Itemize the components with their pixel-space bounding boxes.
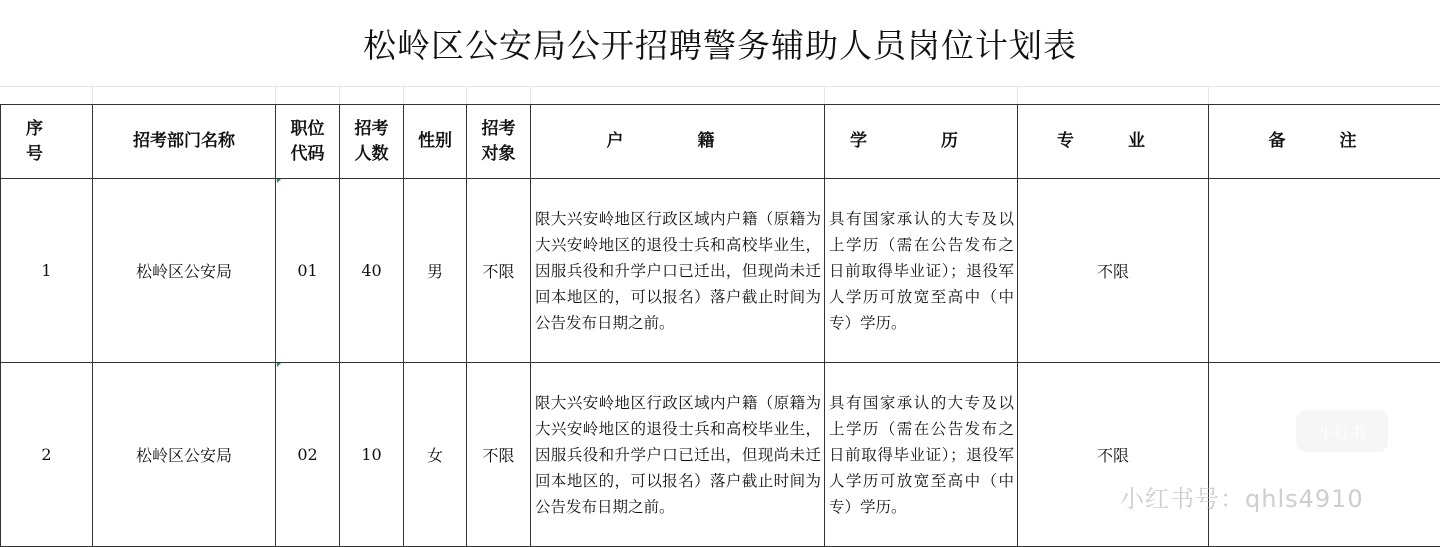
gridline xyxy=(1208,86,1209,104)
title-row xyxy=(0,0,1440,87)
cell-edu: 具有国家承认的大专及以上学历（需在公告发布之日前取得毕业证）；退役军人学历可放宽至高中（中专）学历。 xyxy=(825,179,1018,363)
header-remark: 备 注 xyxy=(1209,105,1440,179)
cell-huji: 限大兴安岭地区行政区域内户籍（原籍为大兴安岭地区的退役士兵和高校毕业生，因服兵役和升学户口已迁出，但现尚未迁回本地区的，可以报名）落户截止时间为公告发布日期之前。 xyxy=(531,179,825,363)
header-huji: 户 籍 xyxy=(531,105,825,179)
cell-gender: 男 xyxy=(404,179,467,363)
cell-remark xyxy=(1209,363,1440,547)
header-code: 职位代码 xyxy=(276,105,340,179)
page-title: 松岭区公安局公开招聘警务辅助人员岗位计划表 xyxy=(363,20,1077,67)
cell-major: 不限 xyxy=(1018,179,1209,363)
header-seq: 序 号 xyxy=(1,105,93,179)
cell-count: 40 xyxy=(340,179,404,363)
header-dept: 招考部门名称 xyxy=(93,105,276,179)
gridline xyxy=(403,86,404,104)
cell-comment-marker xyxy=(277,363,281,367)
cell-gender: 女 xyxy=(404,363,467,547)
cell-edu: 具有国家承认的大专及以上学历（需在公告发布之日前取得毕业证）；退役军人学历可放宽至高中（中专）学历。 xyxy=(825,363,1018,547)
cell-code: 02 xyxy=(276,363,340,547)
cell-target: 不限 xyxy=(467,363,531,547)
header-target: 招考对象 xyxy=(467,105,531,179)
header-count: 招考人数 xyxy=(340,105,404,179)
cell-dept: 松岭区公安局 xyxy=(93,363,276,547)
cell-huji: 限大兴安岭地区行政区域内户籍（原籍为大兴安岭地区的退役士兵和高校毕业生，因服兵役和升学户口已迁出，但现尚未迁回本地区的，可以报名）落户截止时间为公告发布日期之前。 xyxy=(531,363,825,547)
watermark-text: 小红书号：qhls4910 xyxy=(1120,479,1364,514)
header-major: 专 业 xyxy=(1018,105,1209,179)
header-edu: 学 历 xyxy=(825,105,1018,179)
gridline xyxy=(275,86,276,104)
gridline xyxy=(824,86,825,104)
table-row xyxy=(1,179,1440,363)
cell-seq: 1 xyxy=(1,179,93,363)
cell-remark xyxy=(1209,179,1440,363)
cell-comment-marker xyxy=(277,179,281,183)
cell-count: 10 xyxy=(340,363,404,547)
spacer-row xyxy=(0,86,1440,104)
table-row xyxy=(1,363,1440,547)
gridline xyxy=(1017,86,1018,104)
cell-target: 不限 xyxy=(467,179,531,363)
gridline xyxy=(530,86,531,104)
watermark-logo: 小红书 xyxy=(1296,410,1388,452)
gridline xyxy=(92,86,93,104)
cell-major: 不限 xyxy=(1018,363,1209,547)
cell-seq: 2 xyxy=(1,363,93,547)
gridline xyxy=(466,86,467,104)
cell-dept: 松岭区公安局 xyxy=(93,179,276,363)
table-header-row xyxy=(1,105,1440,179)
header-gender: 性别 xyxy=(404,105,467,179)
gridline xyxy=(339,86,340,104)
cell-code: 01 xyxy=(276,179,340,363)
